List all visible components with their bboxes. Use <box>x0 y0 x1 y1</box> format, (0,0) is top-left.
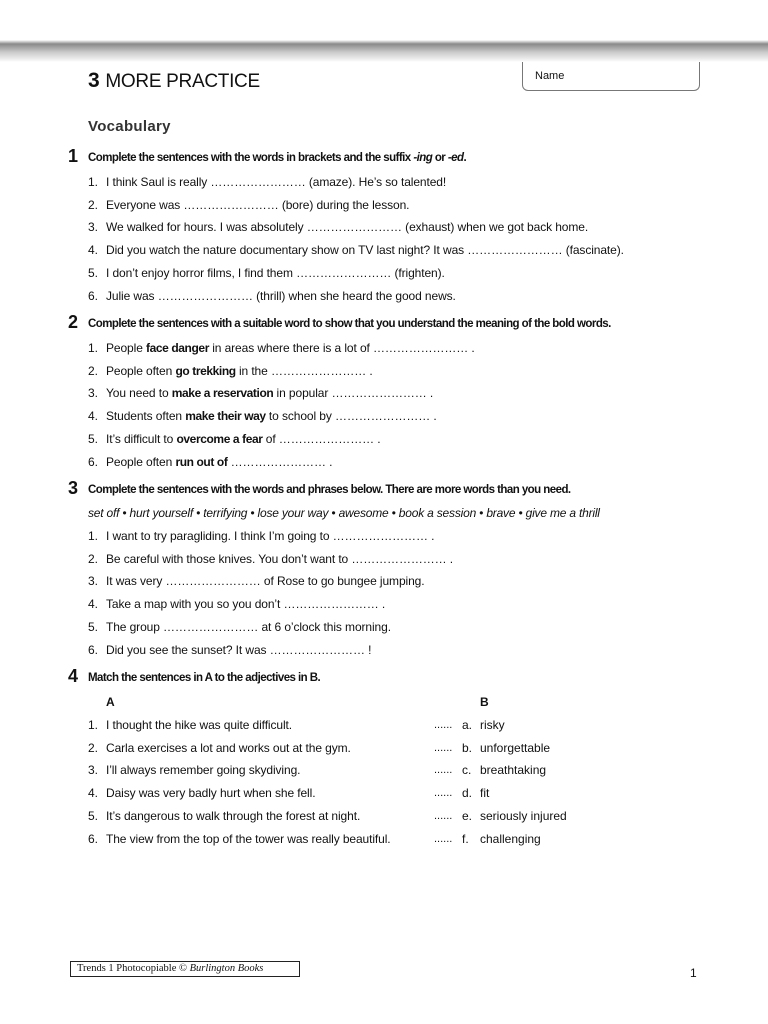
answer-blank[interactable]: ...... <box>434 810 453 822</box>
ex3-item-2 <box>88 552 453 566</box>
item-number: 2. <box>88 741 98 755</box>
option-letter: f. <box>462 832 469 846</box>
item-pre: People <box>106 341 146 355</box>
instr-1-post: . <box>463 152 467 164</box>
item-number: 6. <box>88 455 98 469</box>
item-bold: make their way <box>185 409 266 423</box>
item-number: 4. <box>88 597 98 611</box>
item-number: 1. <box>88 529 98 543</box>
item-text: Be careful with those knives. You don’t want to …………………… . <box>106 552 454 566</box>
item-number: 5. <box>88 620 98 634</box>
item-number: 5. <box>88 809 98 823</box>
match-option <box>462 786 489 800</box>
ex2-item-4 <box>88 409 437 423</box>
exercise-2-instruction: Complete the sentences with a suitable word to show that you understand the meaning of the bold words. <box>88 318 611 330</box>
item-post: in popular …………………… . <box>273 386 434 400</box>
ex3-item-1 <box>88 529 434 543</box>
item-number: 4. <box>88 243 98 257</box>
name-field[interactable] <box>522 62 700 91</box>
item-post: in areas where there is a lot of …………………… . <box>208 341 475 355</box>
option-letter: a. <box>462 718 473 732</box>
ex3-item-3 <box>88 574 424 588</box>
item-number: 6. <box>88 643 98 657</box>
item-post: to school by …………………… . <box>265 409 437 423</box>
instr-1-ing: -ing <box>413 152 433 164</box>
unit-number: 3 <box>88 69 100 92</box>
option-text: seriously injured <box>480 809 567 823</box>
exercise-2-number: 2 <box>68 312 79 332</box>
answer-blank[interactable]: ...... <box>434 719 453 731</box>
section-title: Vocabulary <box>88 118 171 135</box>
option-text: fit <box>480 786 490 800</box>
option-text: challenging <box>480 832 541 846</box>
column-b-header: B <box>480 695 489 709</box>
item-pre: People often <box>106 455 176 469</box>
ex3-item-5 <box>88 620 391 634</box>
unit-title <box>88 69 260 93</box>
name-label: Name <box>535 70 565 82</box>
option-letter: c. <box>462 763 472 777</box>
option-text: risky <box>480 718 505 732</box>
item-text: Take a map with you so you don’t …………………… . <box>106 597 386 611</box>
item-number: 6. <box>88 289 98 303</box>
item-text: Everyone was …………………… (bore) during the lesson. <box>106 198 410 212</box>
item-text: Carla exercises a lot and works out at the gym. <box>106 741 351 755</box>
unit-title-text: MORE PRACTICE <box>105 71 260 92</box>
item-number: 6. <box>88 832 98 846</box>
match-option <box>462 741 550 755</box>
item-text: We walked for hours. I was absolutely …………………… (exhaust) when we got back home. <box>106 220 589 234</box>
item-number: 1. <box>88 718 98 732</box>
ex4-item-1 <box>88 718 292 732</box>
item-text: I don’t enjoy horror films, I find them …………………… (frighten). <box>106 266 445 280</box>
option-letter: d. <box>462 786 473 800</box>
exercise-1-instruction <box>88 152 466 164</box>
ex2-item-3 <box>88 386 433 400</box>
item-number: 2. <box>88 198 98 212</box>
item-number: 2. <box>88 364 98 378</box>
option-letter: e. <box>462 809 473 823</box>
item-bold: make a reservation <box>171 386 274 400</box>
item-text: I think Saul is really …………………… (amaze). He’s so talented! <box>106 175 447 189</box>
item-text: Daisy was very badly hurt when she fell. <box>106 786 316 800</box>
item-pre: Students often <box>106 409 186 423</box>
ex4-item-2 <box>88 741 351 755</box>
instr-1-pre: Complete the sentences with the words in brackets and the suffix <box>88 152 414 164</box>
ex4-item-3 <box>88 763 300 777</box>
item-number: 2. <box>88 552 98 566</box>
item-number: 3. <box>88 220 98 234</box>
ex3-item-4 <box>88 597 385 611</box>
item-text: The group …………………… at 6 o’clock this morning. <box>106 620 391 634</box>
ex2-item-5 <box>88 432 380 446</box>
item-bold: go trekking <box>175 364 236 378</box>
exercise-4-instruction: Match the sentences in A to the adjectives in B. <box>88 672 321 684</box>
header-bar <box>0 0 768 62</box>
item-bold: face danger <box>146 341 209 355</box>
item-text: Did you see the sunset? It was …………………… ! <box>106 643 372 657</box>
exercise-1-number: 1 <box>68 146 79 166</box>
option-text: unforgettable <box>480 741 551 755</box>
option-letter: b. <box>462 741 473 755</box>
publisher-name: Burlington Books <box>189 963 264 974</box>
item-text: I thought the hike was quite difficult. <box>106 718 292 732</box>
name-line <box>593 90 691 91</box>
copyright-footer <box>70 961 300 977</box>
item-post: …………………… . <box>227 455 333 469</box>
item-pre: It’s difficult to <box>106 432 177 446</box>
item-text: The view from the top of the tower was really beautiful. <box>106 832 391 846</box>
item-text: Julie was …………………… (thrill) when she heard the good news. <box>106 289 456 303</box>
ex2-item-6 <box>88 455 332 469</box>
item-text: Did you watch the nature documentary show on TV last night? It was …………………… (fascinate). <box>106 243 624 257</box>
ex1-item-6 <box>88 289 456 303</box>
item-text: It’s dangerous to walk through the forest at night. <box>106 809 361 823</box>
answer-blank[interactable]: ...... <box>434 787 453 799</box>
ex1-item-3 <box>88 220 588 234</box>
ex2-item-1 <box>88 341 475 355</box>
item-number: 1. <box>88 175 98 189</box>
footer-text: Trends 1 Photocopiable © <box>77 963 190 974</box>
item-number: 4. <box>88 409 98 423</box>
exercise-4-number: 4 <box>68 666 79 686</box>
exercise-3-number: 3 <box>68 478 79 498</box>
page-number: 1 <box>690 966 697 980</box>
item-text: I’ll always remember going skydiving. <box>106 763 301 777</box>
option-text: breathtaking <box>480 763 547 777</box>
item-post: in the …………………… . <box>235 364 373 378</box>
ex1-item-2 <box>88 198 409 212</box>
match-option <box>462 809 567 823</box>
instr-1-ed: -ed <box>447 152 464 164</box>
item-number: 3. <box>88 386 98 400</box>
instr-1-or: or <box>432 152 448 164</box>
item-pre: People often <box>106 364 176 378</box>
match-option <box>462 718 505 732</box>
answer-blank[interactable]: ...... <box>434 764 453 776</box>
item-number: 4. <box>88 786 98 800</box>
item-number: 5. <box>88 266 98 280</box>
item-text: It was very …………………… of Rose to go bungee jumping. <box>106 574 425 588</box>
ex3-item-6 <box>88 643 371 657</box>
answer-blank[interactable]: ...... <box>434 833 453 845</box>
item-post: of …………………… . <box>262 432 381 446</box>
item-number: 3. <box>88 763 98 777</box>
item-number: 1. <box>88 341 98 355</box>
ex1-item-5 <box>88 266 445 280</box>
ex2-item-2 <box>88 364 373 378</box>
word-box: set off • hurt yourself • terrifying • lose your way • awesome • book a session • brave • give me a thrill <box>88 506 600 520</box>
item-bold: run out of <box>175 455 228 469</box>
ex4-item-5 <box>88 809 360 823</box>
match-option <box>462 763 546 777</box>
item-number: 5. <box>88 432 98 446</box>
item-number: 3. <box>88 574 98 588</box>
item-pre: You need to <box>106 386 172 400</box>
exercise-3-instruction: Complete the sentences with the words and phrases below. There are more words than you need. <box>88 484 571 496</box>
item-text: I want to try paragliding. I think I’m going to …………………… . <box>106 529 435 543</box>
column-a-header: A <box>106 695 115 709</box>
item-bold: overcome a fear <box>176 432 263 446</box>
ex1-item-1 <box>88 175 446 189</box>
answer-blank[interactable]: ...... <box>434 742 453 754</box>
ex4-item-6 <box>88 832 391 846</box>
ex1-item-4 <box>88 243 624 257</box>
match-option <box>462 832 541 846</box>
ex4-item-4 <box>88 786 315 800</box>
